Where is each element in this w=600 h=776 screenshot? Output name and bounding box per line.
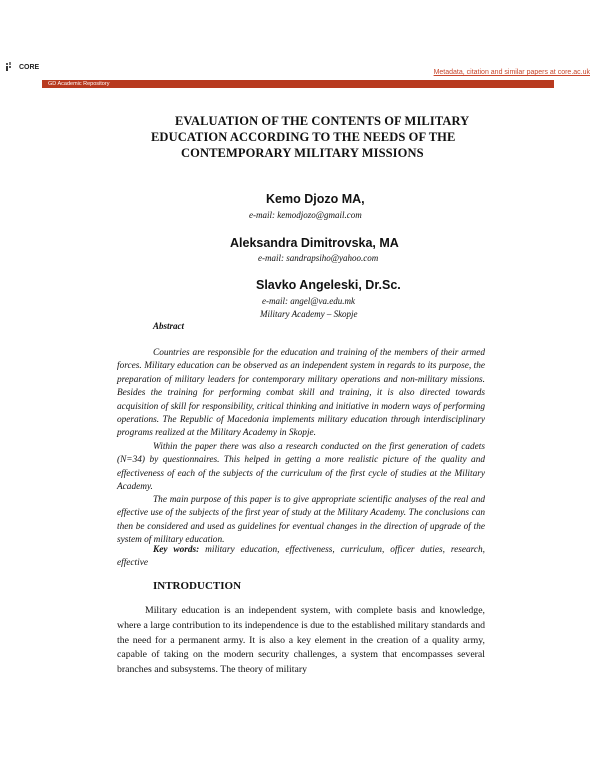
keywords-label: Key words: [153, 545, 200, 555]
author-name-2: Aleksandra Dimitrovska, MA [230, 236, 399, 250]
core-metadata-link[interactable]: Metadata, citation and similar papers at core.ac.uk [433, 69, 590, 76]
core-logo[interactable] [6, 62, 39, 72]
abstract-paragraph-1: Countries are responsible for the education and training of the members of their armed forces. Military education can be observed as an independent system in regards to its purpose, the preparation of military leaders for contemporary military operations and non-military missions. Besides the training for performing combat skill and training, it is also directed towards acquisition of skill for responsibility, critical thinking and initiative in modern ways of performing operations. The Republic of Macedonia implements military education through interdisciplinary programs realized at the Military Academy in Skopje. [117, 348, 485, 439]
author-name-3: Slavko Angeleski, Dr.Sc. [256, 278, 401, 292]
core-label: CORE [19, 63, 40, 71]
keywords-line [117, 544, 485, 571]
paper-title-line-3: CONTEMPORARY MILITARY MISSIONS [181, 146, 424, 160]
abstract-heading: Abstract [153, 321, 185, 331]
author-email-3: e-mail: angel@va.edu.mk [262, 296, 355, 306]
author-name-1: Kemo Djozo MA, [266, 192, 365, 206]
introduction-paragraph: Military education is an independent system, with complete basis and knowledge, where a large contribution to its independence is due to the established military standards and the need for a permanent army. It is also a key element in the creation of a quality army, capable of taking on the modern security challenges, a system that encompasses several branches and subsystems. The theory of military [117, 605, 485, 676]
keywords-text: military education, effectiveness, curriculum, officer duties, research, effective [117, 545, 485, 569]
section-heading-introduction: INTRODUCTION [153, 580, 242, 592]
repository-label[interactable]: GD Academic Repository [48, 81, 110, 87]
abstract-paragraph-2: Within the paper there was also a research conducted on the first generation of cadets (N=34) by questionnaires. This helped in getting a more realistic picture of the quality and effectiveness of each of the subjects of the curriculum of the first cycle of studies at the Military Academy. [117, 442, 485, 493]
paper-title-line-2: EDUCATION ACCORDING TO THE NEEDS OF THE [151, 130, 456, 144]
paper-title-line-1: EVALUATION OF THE CONTENTS OF MILITARY [175, 114, 470, 128]
abstract-paragraph-3: The main purpose of this paper is to give appropriate scientific analyses of the real and effective use of the subjects of the first year of study at the Military Academy. The conclusions can then be considered and used as guidelines for eventual changes in the direction of upgrade of the system of military education. [117, 495, 485, 546]
author-affiliation: Military Academy – Skopje [260, 309, 358, 319]
author-email-1: e-mail: kemodjozo@gmail.com [249, 210, 362, 220]
core-logo-icon [6, 62, 16, 72]
repository-bar [42, 80, 554, 88]
author-email-2: e-mail: sandrapsiho@yahoo.com [258, 253, 379, 263]
